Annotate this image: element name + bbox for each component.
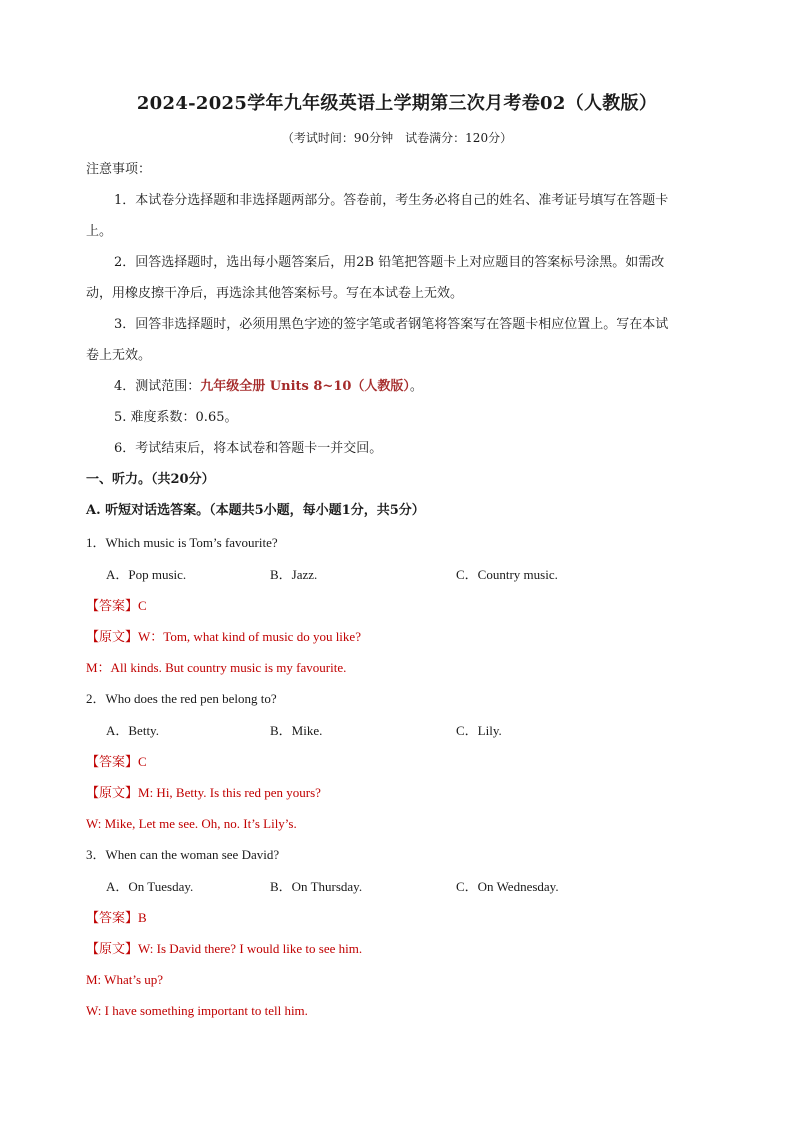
script-label: 【原文】 (86, 785, 139, 800)
answer-label: 【答案】 (86, 598, 139, 613)
note-4-prefix: 4．测试范围： (114, 379, 201, 394)
notes-heading: 注意事项： (86, 162, 152, 177)
question-3-script-1 (86, 940, 362, 958)
question-1: 1．Which music is Tom’s favourite? (86, 535, 278, 550)
answer-label: 【答案】 (86, 910, 139, 925)
section-heading-listening: 一、听力。（共20分） (86, 472, 215, 487)
question-2-option-a: A．Betty. (106, 723, 159, 738)
question-1-option-b: B．Jazz. (270, 567, 318, 582)
note-3-line-2: 卷上无效。 (86, 348, 152, 363)
question-3-script-3: W: I have something important to tell him. (86, 1003, 308, 1018)
question-3-option-a: A．On Tuesday. (106, 879, 194, 894)
script-label: 【原文】 (86, 941, 139, 956)
question-1-option-a: A．Pop music. (106, 567, 187, 582)
script-label: 【原文】 (86, 629, 139, 644)
question-2-script-1 (86, 784, 321, 802)
question-2: 2．Who does the red pen belong to? (86, 691, 277, 706)
answer-label: 【答案】 (86, 754, 139, 769)
note-2-line-1: 2．回答选择题时，选出每小题答案后，用2B 铅笔把答题卡上对应题目的答案标号涂黑。如需改 (114, 255, 665, 270)
page-title: 2024-2025学年九年级英语上学期第三次月考卷02（人教版） (136, 93, 658, 114)
script-text: W: Is David there? I would like to see him. (138, 941, 363, 956)
question-3-option-b: B．On Thursday. (270, 879, 363, 894)
note-1-line-1: 1．本试卷分选择题和非选择题两部分。答卷前，考生务必将自己的姓名、准考证号填写在答题卡 (114, 193, 669, 208)
note-2-line-2: 动，用橡皮擦干净后，再选涂其他答案标号。写在本试卷上无效。 (86, 286, 464, 301)
question-2-script-2: W: Mike, Let me see. Oh, no. It’s Lily’s. (86, 816, 297, 831)
question-2-option-b: B．Mike. (270, 723, 323, 738)
question-1-script-1 (86, 628, 361, 646)
note-4-suffix: 。 (409, 379, 423, 394)
part-a-heading: A. 听短对话选答案。（本题共5小题，每小题1分，共5分） (86, 503, 425, 518)
question-3: 3．When can the woman see David? (86, 847, 280, 862)
question-3-script-2: M: What’s up? (86, 972, 164, 987)
question-1-script-2: M：All kinds. But country music is my favourite. (86, 660, 347, 675)
script-text: W：Tom, what kind of music do you like? (138, 629, 361, 644)
answer-value: C (138, 598, 147, 613)
note-1-line-2: 上。 (86, 224, 113, 239)
question-2-answer (86, 753, 147, 771)
question-1-option-c: C．Country music. (456, 567, 558, 582)
note-3-line-1: 3．回答非选择题时，必须用黑色字迹的签字笔或者钢笔将答案写在答题卡相应位置上。写在本试 (114, 317, 669, 332)
answer-value: B (138, 910, 147, 925)
note-4 (114, 378, 423, 396)
note-6: 6．考试结束后，将本试卷和答题卡一并交回。 (114, 441, 383, 456)
test-range: 九年级全册 Units 8~10（人教版） (200, 379, 410, 394)
script-text: M: Hi, Betty. Is this red pen yours? (138, 785, 321, 800)
question-3-option-c: C．On Wednesday. (456, 879, 559, 894)
question-1-answer (86, 597, 147, 615)
question-2-option-c: C．Lily. (456, 723, 502, 738)
answer-value: C (138, 754, 147, 769)
note-5: 5. 难度系数：0.65。 (114, 410, 238, 425)
exam-info: （考试时间：90分钟 试卷满分：120分） (281, 131, 513, 145)
question-3-answer (86, 909, 147, 927)
